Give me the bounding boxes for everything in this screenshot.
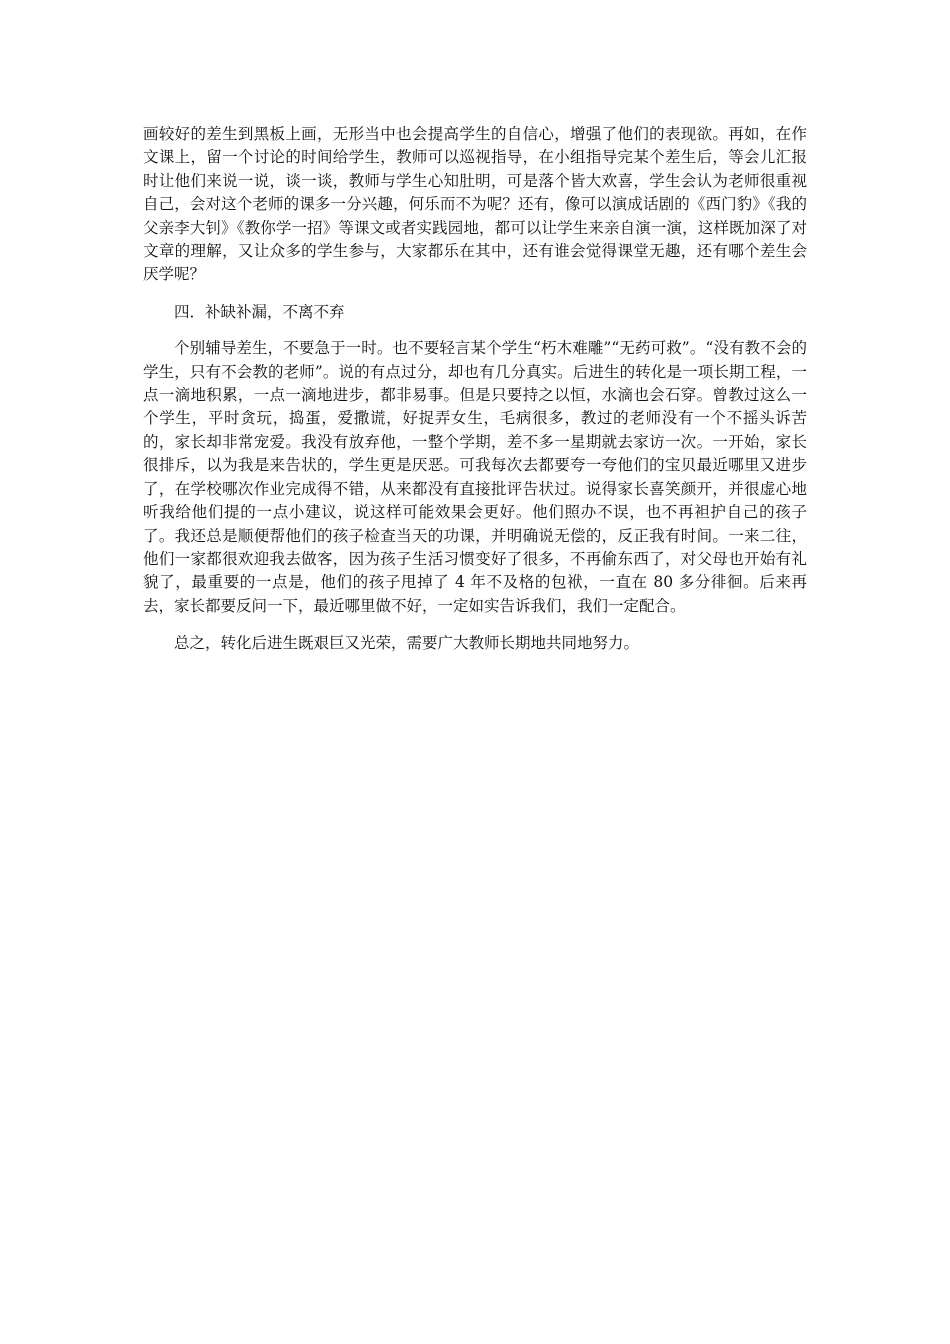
paragraph-conclusion: 总之，转化后进生既艰巨又光荣，需要广大教师长期地共同地努力。 xyxy=(174,634,640,653)
document-body xyxy=(143,123,807,670)
section-heading-4: 四．补缺补漏，不离不弃 xyxy=(174,302,345,321)
paragraph-continuation: 画较好的差生到黑板上画，无形当中也会提高学生的自信心，增强了他们的表现欲。再如，在作文课上，留一个讨论的时间给学生，教师可以巡视指导，在小组指导完某个差生后，等会儿汇报时让他们来说一说，谈一谈，教师与学生心知肚明，可是落个皆大欢喜，学生会认为老师很重视自己，会对这个老师的课多一分兴趣，何乐而不为呢？还有，像可以演成话剧的《西门豹》《我的父亲李大钊》《教你学一招》等课文或者实践园地，都可以让学生来亲自演一演，这样既加深了对文章的理解，又让众多的学生参与，大家都乐在其中，还有谁会觉得课堂无趣，还有哪个差生会厌学呢？ xyxy=(143,125,807,284)
paragraph-tutoring: 个别辅导差生，不要急于一时。也不要轻言某个学生“朽木难雕”“无药可救”。“没有教不会的学生，只有不会教的老师”。说的有点过分，却也有几分真实。后进生的转化是一项长期工程，一点一滴地积累，一点一滴地进步，都非易事。但是只要持之以恒，水滴也会石穿。曾教过这么一个学生，平时贪玩，捣蛋，爱撒谎，好捉弄女生，毛病很多，教过的老师没有一个不摇头诉苦的，家长却非常宠爱。我没有放弃他，一整个学期，差不多一星期就去家访一次。一开始，家长很排斥，以为我是来告状的，学生更是厌恶。可我每次去都要夸一夸他们的宝贝最近哪里又进步了，在学校哪次作业完成得不错，从来都没有直接批评告状过。说得家长喜笑颜开，并很虚心地听我给他们提的一点小建议，说这样可能效果会更好。他们照办不误，也不再袒护自己的孩子了。我还总是顺便帮他们的孩子检查当天的功课，并明确说无偿的，反正我有时间。一来二往，他们一家都很欢迎我去做客，因为孩子生活习惯变好了很多，不再偷东西了，对父母也开始有礼貌了，最重要的一点是，他们的孩子甩掉了 4 年不及格的包袱，一直在 80 多分徘徊。后来再去，家长都要反问一下，最近哪里做不好，一定如实告诉我们，我们一定配合。 xyxy=(143,339,807,615)
